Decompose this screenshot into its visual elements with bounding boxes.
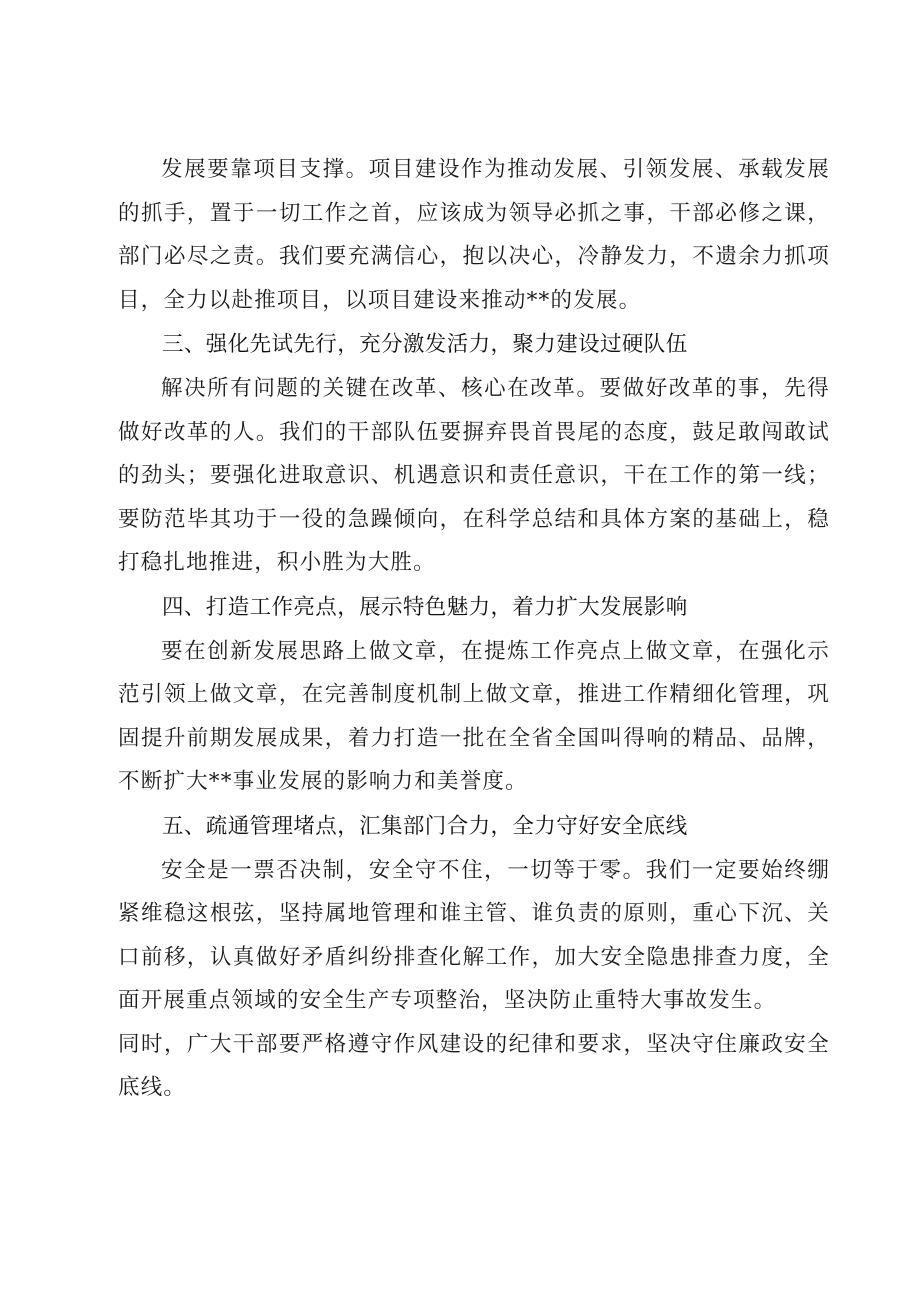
paragraph-integrity: 同时，广大干部要严格遵守作风建设的纪律和要求，坚决守住廉政安全底线。: [118, 1031, 830, 1100]
document-body: [118, 148, 830, 1110]
heading-section-3: 三、强化先试先行，充分激发活力，聚力建设过硬队伍: [162, 332, 688, 357]
paragraph-safety: 安全是一票否决制，安全守不住，一切等于零。我们一定要始终绷紧维稳这根弦，坚持属地管理和谁主管、谁负责的原则，重心下沉、关口前移，认真做好矛盾纠纷排查化解工作，加大安全隐患排查力度，全面开展重点领域的安全生产专项整治，坚决防止重特大事故发生。: [118, 857, 830, 1013]
paragraph-reform: 解决所有问题的关键在改革、核心在改革。要做好改革的事，先得做好改革的人。我们的干部队伍要摒弃畏首畏尾的态度，鼓足敢闯敢试的劲头；要强化进取意识、机遇意识和责任意识，干在工作的第一线；要防范毕其功于一役的急躁倾向，在科学总结和具体方案的基础上，稳打稳扎地推进，积小胜为大胜。: [118, 376, 830, 575]
heading-section-5: 五、疏通管理堵点，汇集部门合力，全力守好安全底线: [162, 813, 688, 839]
heading-section-4: 四、打造工作亮点，展示特色魅力，着力扩大发展影响: [162, 594, 688, 620]
paragraph-highlights: 要在创新发展思路上做文章，在提炼工作亮点上做文章，在强化示范引领上做文章，在完善制度机制上做文章，推进工作精细化管理，巩固提升前期发展成果，着力打造一批在全省全国叫得响的精品、品牌，不断扩大**事业发展的影响力和美誉度。: [118, 638, 830, 794]
paragraph-project-support: 发展要靠项目支撑。项目建设作为推动发展、引领发展、承载发展的抓手，置于一切工作之首，应该成为领导必抓之事，干部必修之课，部门必尽之责。我们要充满信心，抱以决心，冷静发力，不遗余力抓项目，全力以赴推项目，以项目建设来推动**的发展。: [118, 157, 830, 313]
